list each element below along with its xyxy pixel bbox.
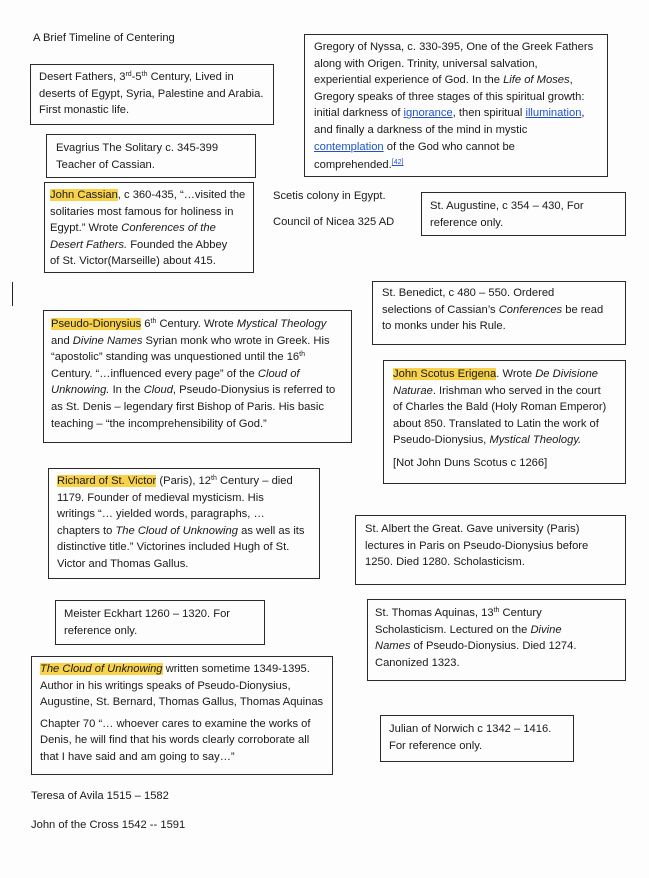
albert-box (355, 515, 626, 585)
margin-mark (12, 282, 13, 306)
julian-text: Julian of Norwich c 1342 – 1416. For reference only. (389, 723, 552, 752)
illumination-link[interactable]: illumination (525, 107, 582, 120)
erigena-box (383, 360, 626, 484)
erigena-text: John Scotus Erigena. Wrote De Divisione Naturae. Irishman who served in the court of Charles the Bald (Holy Roman Emperor) about 850. Translated to Latin the work of Pseudo-Dionysius, Mystical Theology. [Not John Duns Scotus c 1266] (393, 368, 607, 469)
ignorance-link[interactable]: ignorance (403, 107, 453, 120)
cloud-text: The Cloud of Unknowing written sometime 1349-1395. Author in his writings speaks of Pseudo-Dionysius, Augustine, St. Bernard, Thomas Gallus, Thomas Aquinas Chapter 70 “… whoever cares to examine the works of Denis, he will find that his words clearly corroborate all that I have said and am going to say…” (40, 663, 324, 763)
benedict-text: St. Benedict, c 480 – 550. Ordered selections of Cassian’s Conferences be read to monks under his Rule. (382, 287, 604, 333)
augustine-text: St. Augustine, c 354 – 430, For reference only. (430, 200, 584, 229)
teresa-entry: Teresa of Avila 1515 – 1582 (31, 790, 169, 802)
albert-text: St. Albert the Great. Gave university (Paris) lectures in Paris on Pseudo-Dionysius before 1250. Died 1280. Scholasticism. (365, 523, 589, 569)
evagrius-box (46, 134, 256, 178)
eckhart-text: Meister Eckhart 1260 – 1320. For reference only. (64, 608, 231, 637)
scetis-note: Scetis colony in Egypt. Council of Nicea 325 AD (273, 190, 395, 228)
julian-box (380, 715, 574, 762)
eckhart-box (55, 600, 265, 645)
john-of-the-cross-entry: John of the Cross 1542 -- 1591 (31, 819, 186, 831)
benedict-box (372, 281, 626, 345)
footnote-ref-link[interactable]: [42] (391, 159, 404, 167)
contemplation-link[interactable]: contemplation (314, 140, 384, 153)
desert-fathers-box (30, 64, 274, 125)
gregory-box (304, 34, 608, 177)
evagrius-text: Evagrius The Solitary c. 345-399 Teacher of Cassian. (56, 142, 219, 171)
augustine-box (421, 192, 626, 236)
dionysius-text: Pseudo-Dionysius 6th Century. Wrote Mystical Theology and Divine Names Syrian monk who wrote in Greek. His “apostolic” standing was unquestioned until the 16th Century. “…influenced every page” of the Cloud of Unknowing. In the Cloud, Pseudo-Dionysius is referred to as St. Denis – legendary first Bishop of Paris. His basic teaching – “the incomprehensibility of God.” (51, 318, 336, 430)
page-title: A Brief Timeline of Centering (33, 32, 175, 44)
desert-fathers-text: Desert Fathers, 3rd-5th Century, Lived in deserts of Egypt, Syria, Palestine and Arabia. First monastic life. (39, 71, 264, 117)
cassian-text: John Cassian, c 360-435, “…visited the solitaries most famous for holiness in Egypt.” Wrote Conferences of the Desert Fathers. Founded the Abbey of St. Victor(Marseille) about 415. (50, 189, 246, 268)
cassian-box (44, 182, 254, 273)
richard-text: Richard of St. Victor (Paris), 12th Century – died 1179. Founder of medieval mysticism. His writings “… yielded words, paragraphs, … chapters to The Cloud of Unknowing as well as its distinctive title.” Victorines included Hugh of St. Victor and Thomas Gallus. (57, 475, 305, 570)
aquinas-box (367, 599, 626, 681)
dionysius-box (43, 310, 352, 443)
gregory-text: Gregory of Nyssa, c. 330-395, One of the Greek Fathers along with Origen. Trinity, universal salvation, experiential experience of God. In the Life of Moses, Gregory speaks of three stages of this spiritual growth: initial darkness of ignorance, then spiritual illumination, and finally a darkness of the mind in mystic contemplation of the God who cannot be comprehended.[42] (314, 41, 594, 172)
richard-box (48, 468, 320, 579)
aquinas-text: St. Thomas Aquinas, 13th Century Scholasticism. Lectured on the Divine Names of Pseudo-Dionysius. Died 1274. Canonized 1323. (375, 607, 577, 669)
cloud-box (31, 656, 333, 775)
